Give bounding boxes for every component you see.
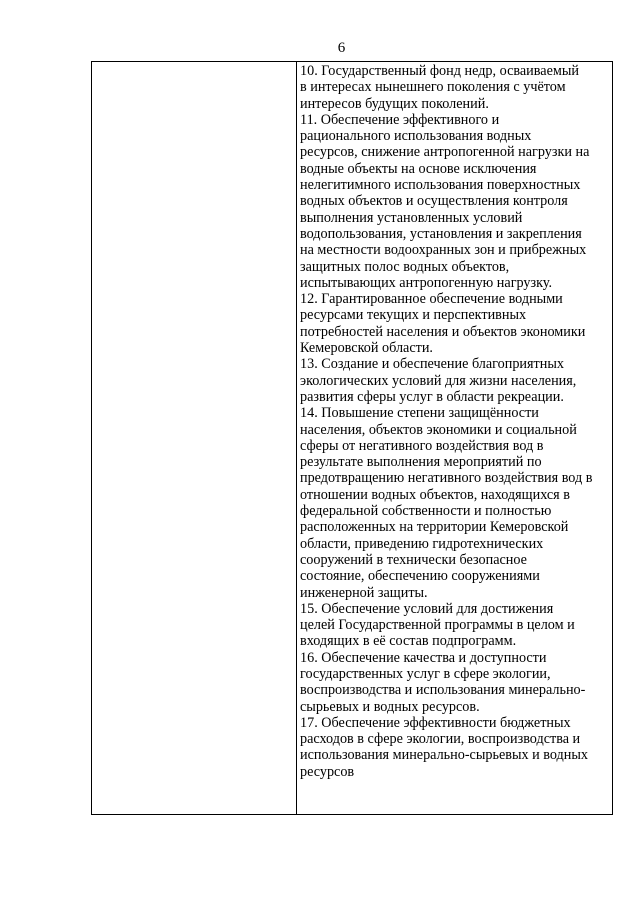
list-item-line: целей Государственной программы в целом и	[300, 617, 575, 634]
list-item-line: нелегитимного использования поверхностных	[300, 177, 581, 194]
list-item-line: ресурсов	[300, 763, 355, 780]
list-item-line: на местности водоохранных зон и прибрежных	[300, 242, 587, 259]
list-item-line: расположенных на территории Кемеровской	[300, 519, 569, 536]
list-item-line: водные объекты на основе исключения	[300, 160, 537, 177]
list-item-line: состояние, обеспечению сооружениями	[300, 568, 540, 585]
list-item-line: в интересах нынешнего поколения с учётом	[300, 79, 566, 96]
table-row	[92, 62, 613, 815]
list-item	[300, 601, 612, 650]
list-item-line: водных объектов и осуществления контроля	[300, 193, 568, 210]
page-number: 6	[337, 40, 346, 56]
list-item	[300, 405, 612, 601]
list-item-line: сферы от негативного воздействия вод в	[300, 437, 544, 454]
list-item	[300, 112, 612, 291]
list-item-line: области, приведению гидротехнических	[300, 535, 544, 552]
list-item-line: инженерной защиты.	[300, 584, 428, 601]
list-item-line: воспроизводства и использования минерально-	[300, 682, 586, 699]
list-item-line: экологических условий для жизни населения,	[300, 372, 577, 389]
list-item-line: 15. Обеспечение условий для достижения	[300, 600, 554, 617]
list-item-line: выполнения установленных условий	[300, 209, 523, 226]
list-item-line: ресурсами текущих и перспективных	[300, 307, 527, 324]
list-item-line: предотвращению негативного воздействия вод в	[300, 470, 593, 487]
list-item-line: Кемеровской области.	[300, 340, 433, 357]
list-item-line: расходов в сфере экологии, воспроизводства и	[300, 731, 581, 748]
list-item-line: защитных полос водных объектов,	[300, 258, 510, 275]
list-item	[300, 715, 612, 780]
list-item-line: ресурсов, снижение антропогенной нагрузки на	[300, 144, 590, 161]
list-item-line: водопользования, установления и закрепления	[300, 225, 582, 242]
list-item-line: 10. Государственный фонд недр, осваиваемый	[300, 63, 579, 79]
list-item	[300, 356, 612, 405]
list-item-line: сырьевых и водных ресурсов.	[300, 698, 480, 715]
list-item-line: 17. Обеспечение эффективности бюджетных	[300, 714, 571, 731]
document-table	[91, 61, 613, 815]
goals-list	[300, 63, 612, 780]
list-item	[300, 650, 612, 715]
list-item-line: рационального использования водных	[300, 128, 532, 145]
list-item-line: федеральной собственности и полностью	[300, 503, 552, 520]
list-item-line: интересов будущих поколений.	[300, 95, 489, 112]
list-item-line: 12. Гарантированное обеспечение водными	[300, 291, 563, 308]
right-content-cell	[297, 62, 613, 815]
list-item	[300, 291, 612, 356]
list-item-line: результате выполнения мероприятий по	[300, 454, 542, 471]
list-item-line: потребностей населения и объектов экономики	[300, 323, 586, 340]
list-item-line: 16. Обеспечение качества и доступности	[300, 649, 547, 666]
list-item-line: отношении водных объектов, находящихся в	[300, 486, 570, 503]
list-item	[300, 63, 612, 112]
list-item-line: развития сферы услуг в области рекреации.	[300, 388, 564, 405]
list-item-line: входящих в её состав подпрограмм.	[300, 633, 517, 650]
list-item-line: использования минерально-сырьевых и водных	[300, 747, 588, 764]
list-item-line: населения, объектов экономики и социальной	[300, 421, 577, 438]
left-empty-cell	[92, 62, 297, 815]
list-item-line: 14. Повышение степени защищённости	[300, 405, 539, 422]
list-item-line: 13. Создание и обеспечение благоприятных	[300, 356, 564, 373]
list-item-line: сооружений в технически безопасное	[300, 551, 527, 568]
list-item-line: испытывающих антропогенную нагрузку.	[300, 274, 553, 291]
list-item-line: 11. Обеспечение эффективного и	[300, 111, 500, 128]
list-item-line: государственных услуг в сфере экологии,	[300, 665, 551, 682]
